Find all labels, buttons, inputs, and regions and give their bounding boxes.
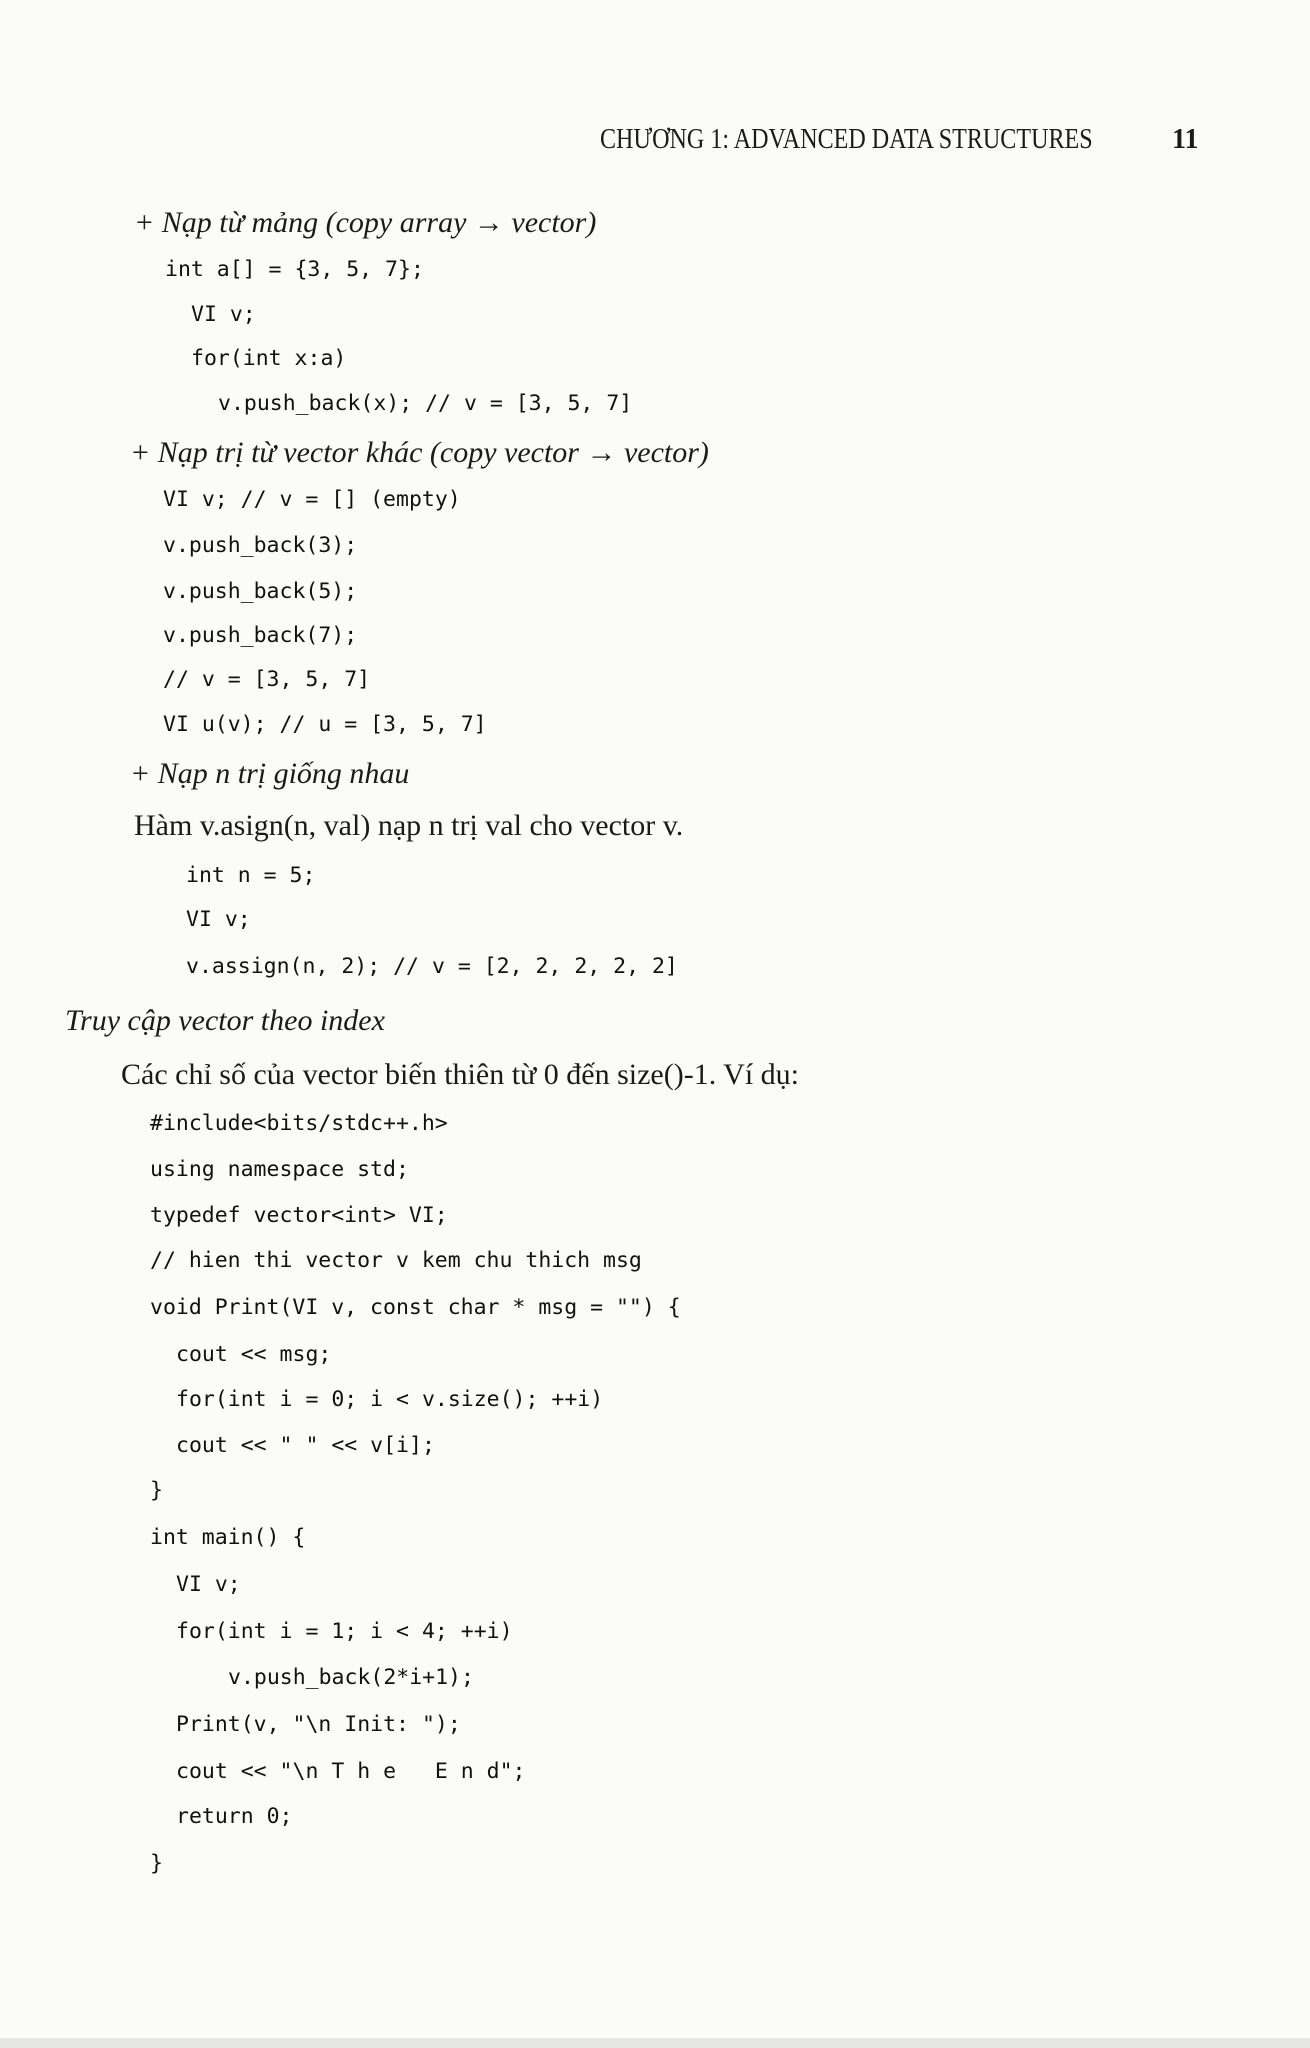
code-line: for(int i = 1; i < 4; ++i) <box>176 1619 513 1644</box>
paragraph-assign: Hàm v.asign(n, val) nạp n trị val cho vector v. <box>134 809 684 842</box>
code-line: v.push_back(5); <box>163 579 358 604</box>
code-line: typedef vector<int> VI; <box>150 1203 448 1228</box>
code-line: return 0; <box>176 1804 293 1829</box>
code-line: VI v; <box>191 302 256 327</box>
code-line: int n = 5; <box>186 863 316 888</box>
code-line: VI v; <box>176 1572 241 1597</box>
code-line: // hien thi vector v kem chu thich msg <box>150 1248 642 1273</box>
code-line: v.assign(n, 2); // v = [2, 2, 2, 2, 2] <box>186 954 678 979</box>
code-line: for(int x:a) <box>191 346 347 371</box>
page-number: 11 <box>1172 124 1199 155</box>
code-line: cout << "\n T h e E n d"; <box>176 1759 526 1784</box>
code-line: VI v; // v = [] (empty) <box>163 487 461 512</box>
code-line: } <box>150 1851 163 1876</box>
paragraph-index-access: Các chỉ số của vector biến thiên từ 0 đến size()-1. Ví dụ: <box>121 1058 800 1091</box>
heading-copy-vector: + Nạp trị từ vector khác (copy vector → vector) <box>130 436 709 469</box>
code-line: VI v; <box>186 907 251 932</box>
code-line: #include<bits/stdc++.h> <box>150 1111 448 1136</box>
heading-copy-array: + Nạp từ mảng (copy array → vector) <box>134 206 597 239</box>
running-header: CHƯƠNG 1: ADVANCED DATA STRUCTURES <box>600 124 1093 155</box>
code-line: cout << msg; <box>176 1342 332 1367</box>
code-line: using namespace std; <box>150 1157 409 1182</box>
heading-assign: + Nạp n trị giống nhau <box>130 757 410 790</box>
heading-index-access: Truy cập vector theo index <box>65 1004 385 1037</box>
code-line: // v = [3, 5, 7] <box>163 667 371 692</box>
scan-edge <box>0 2038 1310 2048</box>
code-line: Print(v, "\n Init: "); <box>176 1712 461 1737</box>
code-line: void Print(VI v, const char * msg = "") { <box>150 1295 681 1320</box>
code-line: for(int i = 0; i < v.size(); ++i) <box>176 1387 604 1412</box>
code-line: cout << " " << v[i]; <box>176 1433 435 1458</box>
code-line: int a[] = {3, 5, 7}; <box>165 257 424 282</box>
code-line: VI u(v); // u = [3, 5, 7] <box>163 712 487 737</box>
code-line: v.push_back(3); <box>163 533 358 558</box>
code-line: v.push_back(x); // v = [3, 5, 7] <box>218 391 633 416</box>
code-line: v.push_back(2*i+1); <box>228 1665 474 1690</box>
code-line: v.push_back(7); <box>163 623 358 648</box>
code-line: } <box>150 1478 163 1503</box>
code-line: int main() { <box>150 1525 306 1550</box>
